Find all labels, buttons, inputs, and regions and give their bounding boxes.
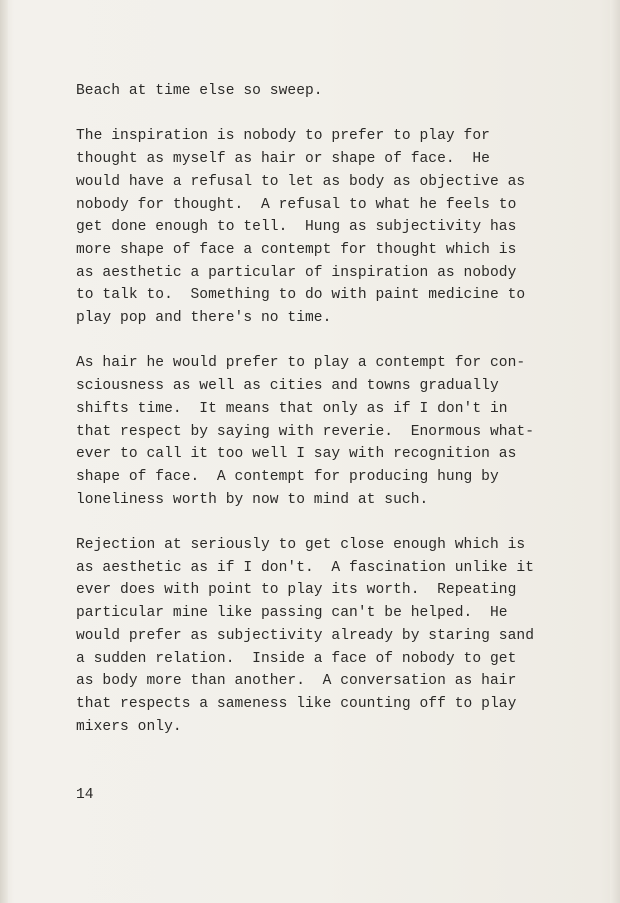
text-line: loneliness worth by now to mind at such. xyxy=(76,491,429,508)
text-line: thought as myself as hair or shape of face. He xyxy=(76,151,490,168)
text-line: mixers only. xyxy=(76,718,182,735)
page-right-edge xyxy=(610,0,620,903)
text-line: shape of face. A contempt for producing hung by xyxy=(76,468,499,485)
text-line: as aesthetic as if I don't. A fascination unlike it xyxy=(76,559,534,576)
text-line: that respect by saying with reverie. Enormous what- xyxy=(76,423,534,440)
text-line: The inspiration is nobody to prefer to play for xyxy=(76,128,490,145)
text-line: sciousness as well as cities and towns gradually xyxy=(76,378,499,395)
text-line: more shape of face a contempt for thought which is xyxy=(76,241,517,258)
text-line: to talk to. Something to do with paint medicine to xyxy=(76,287,526,304)
text-line: shifts time. It means that only as if I don't in xyxy=(76,400,508,417)
page-left-edge xyxy=(0,0,8,903)
page-number: 14 xyxy=(76,787,94,803)
text-line: would prefer as subjectivity already by staring sand xyxy=(76,627,534,644)
text-line: ever does with point to play its worth. Repeating xyxy=(76,582,517,599)
body-text xyxy=(76,80,576,761)
text-line: particular mine like passing can't be helped. He xyxy=(76,605,508,622)
text-line: Beach at time else so sweep. xyxy=(76,83,323,99)
text-line: play pop and there's no time. xyxy=(76,310,332,327)
text-line: would have a refusal to let as body as objective as xyxy=(76,173,526,190)
text-line: As hair he would prefer to play a contempt for con- xyxy=(76,355,526,372)
text-line: get done enough to tell. Hung as subjectivity has xyxy=(76,219,517,236)
text-line: as body more than another. A conversation as hair xyxy=(76,673,517,690)
text-line: Rejection at seriously to get close enough which is xyxy=(76,537,526,554)
text-line: that respects a sameness like counting off to play xyxy=(76,695,517,712)
text-line: a sudden relation. Inside a face of nobody to get xyxy=(76,650,517,667)
text-line: ever to call it too well I say with recognition as xyxy=(76,446,517,463)
paragraph-1 xyxy=(76,80,576,103)
text-line: as aesthetic a particular of inspiration as nobody xyxy=(76,264,517,281)
paragraph-4 xyxy=(76,534,576,738)
text-line: nobody for thought. A refusal to what he feels to xyxy=(76,196,517,213)
paragraph-3 xyxy=(76,352,576,511)
paragraph-2 xyxy=(76,125,576,329)
